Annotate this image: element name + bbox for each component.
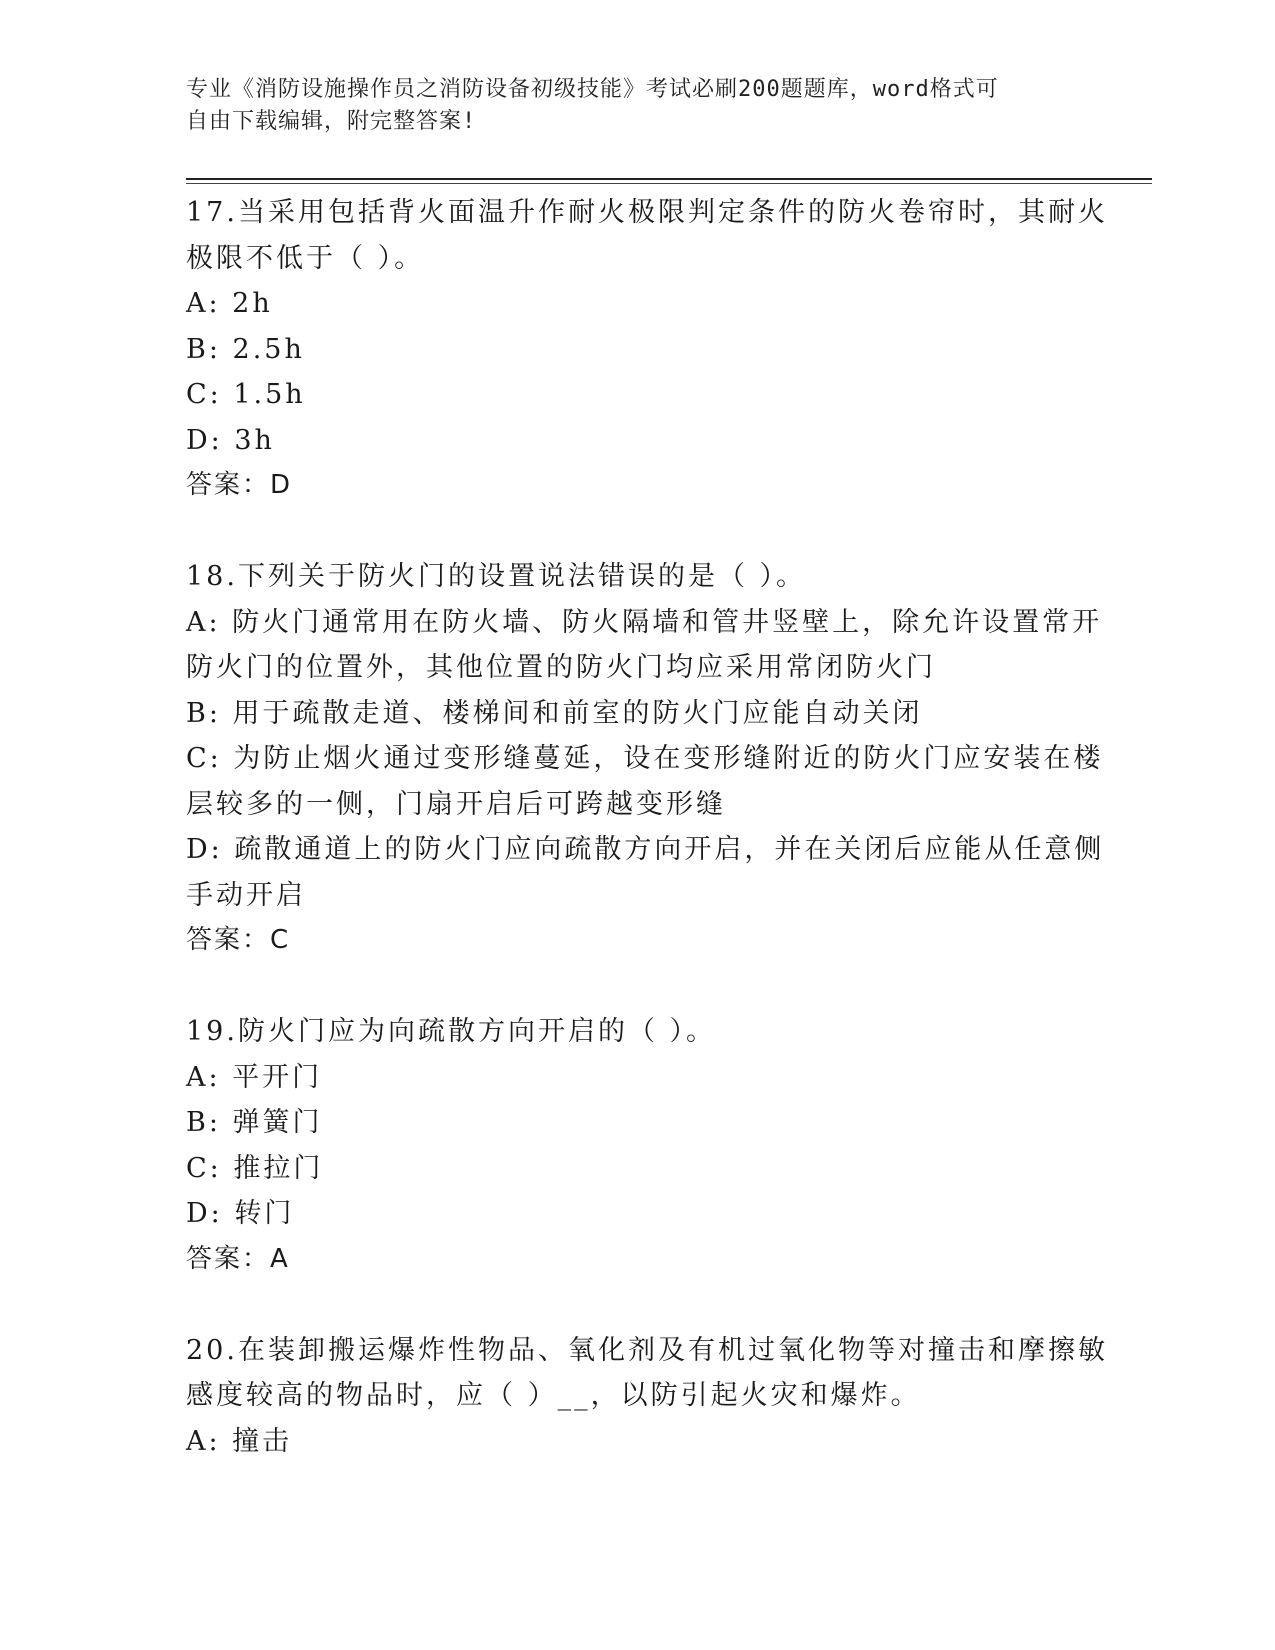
option-line: C: 为防止烟火通过变形缝蔓延，设在变形缝附近的防火门应安装在楼 [186,743,1104,774]
option-line: B: 用于疏散走道、楼梯间和前室的防火门应能自动关闭 [186,697,923,729]
option-line: A: 防火门通常用在防火墙、防火隔墙和管井竖壁上，除允许设置常开 [186,606,1103,638]
option-line: 防火门的位置外，其他位置的防火门均应采用常闭防火门 [186,652,936,683]
header-line-1: 专业《消防设施操作员之消防设备初级技能》考试必刷200题题库，word格式可 [186,77,999,102]
option-line: C: 推拉门 [186,1152,324,1184]
question-block [186,190,1108,509]
option-line: 层较多的一侧，门扇开启后可跨越变形缝 [186,788,726,820]
question-stem-line: 19.防火门应为向疏散方向开启的（ ）。 [186,1016,717,1047]
option-line: D: 转门 [186,1198,295,1229]
question-block [186,1009,1086,1282]
option-line: A: 2h [186,288,273,319]
option-line: 手动开启 [186,879,306,911]
question-spacer [186,509,1086,555]
question-spacer [186,1282,1086,1328]
question-block [186,1328,1108,1465]
header-line-2: 自由下载编辑，附完整答案! [186,109,477,134]
option-line: B: 弹簧门 [186,1107,323,1138]
question-stem-line: 18.下列关于防火门的设置说法错误的是（ ）。 [186,561,807,592]
question-stem-line: 感度较高的物品时，应（ ）__，以防引起火灾和爆炸。 [186,1380,921,1411]
question-stem-line: 17.当采用包括背火面温升作耐火极限判定条件的防火卷帘时，其耐火 [186,197,1108,228]
option-line: A: 平开门 [186,1061,323,1093]
question-list [186,190,1108,1464]
question-stem-line: 极限不低于（ ）。 [186,242,425,274]
header-divider [186,178,1152,180]
question-spacer [186,964,1086,1010]
question-block [186,554,1105,964]
option-line: B: 2.5h [186,333,305,365]
answer-line: 答案：C [186,925,291,955]
document-header [186,74,1086,138]
option-line: D: 3h [186,424,275,456]
answer-line: 答案：A [186,1243,290,1274]
header-divider-thin [186,183,1152,184]
option-line: C: 1.5h [186,379,306,410]
option-line: D: 疏散通道上的防火门应向疏散方向开启，并在关闭后应能从任意侧 [186,834,1105,865]
option-line: A: 撞击 [186,1425,293,1457]
question-stem-line: 20.在装卸搬运爆炸性物品、氧化剂及有机过氧化物等对撞击和摩擦敏 [186,1334,1108,1366]
answer-line: 答案：D [186,470,293,500]
